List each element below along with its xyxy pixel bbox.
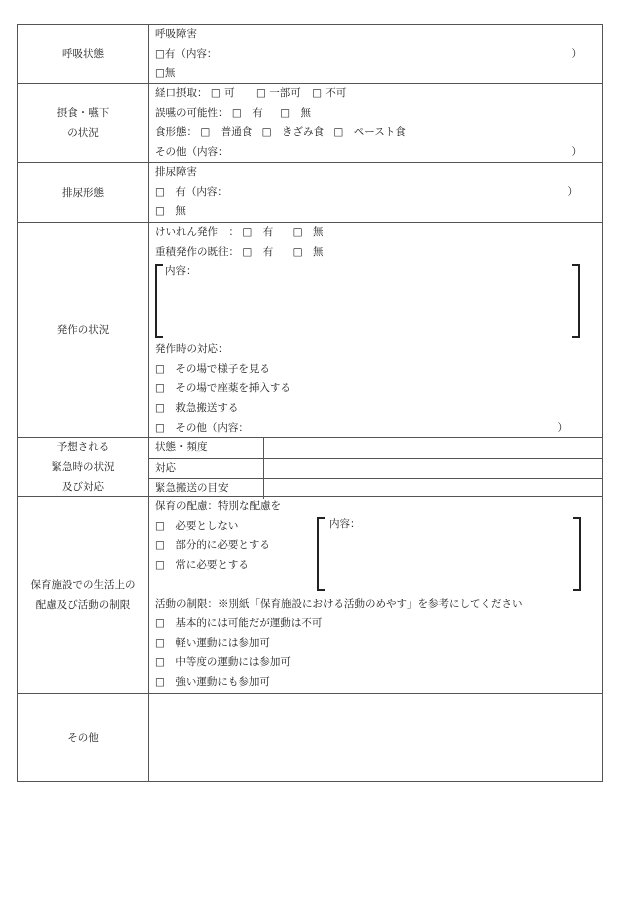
other-content[interactable]	[149, 694, 602, 781]
left-bracket	[155, 264, 163, 338]
seizure-row	[18, 222, 602, 437]
response-opt-suppository[interactable]: □ その場で座薬を挿入する	[155, 382, 291, 395]
eating-row	[18, 83, 602, 162]
restrictions-row	[18, 496, 602, 693]
emergency-key-response: 対応	[149, 459, 264, 479]
emergency-subrow	[149, 458, 602, 479]
emergency-subtable	[149, 438, 602, 496]
care-block	[155, 517, 602, 595]
restrictions-content	[149, 497, 602, 693]
oral-opt-partial[interactable]: □ 一部可	[255, 87, 301, 99]
excretion-title: 排尿障害	[155, 166, 197, 178]
oral-intake-label: 経口摂取：	[155, 87, 208, 99]
restrictions-label-line2: 配慮及び活動の制限	[35, 599, 131, 611]
eating-other-line	[155, 143, 602, 163]
aspiration-line	[155, 104, 602, 124]
aspiration-opt-yes[interactable]: □ 有	[231, 106, 263, 119]
respiration-row	[18, 25, 602, 83]
eating-label	[18, 84, 149, 162]
care-opt-none[interactable]: □ 必要としない	[155, 519, 239, 532]
response-opt-ambulance[interactable]: □ 救急搬送する	[155, 401, 239, 414]
activity-title: 活動の制限：※別紙「保育施設における活動のめやす」を参考にしてください	[155, 597, 523, 610]
food-form-line	[155, 123, 602, 143]
care-content-box[interactable]	[317, 515, 581, 591]
activity-opt-strong[interactable]: □ 強い運動にも参加可	[155, 675, 270, 688]
respiration-yes-line	[155, 45, 602, 65]
eating-content	[149, 84, 602, 162]
excretion-row	[18, 162, 602, 222]
close-paren: ）	[557, 421, 568, 434]
care-title: 保育の配慮：特別な配慮を	[155, 500, 281, 512]
emergency-key-state: 状態・頻度	[149, 438, 264, 458]
right-bracket	[572, 264, 580, 338]
emergency-value-state[interactable]	[264, 438, 602, 458]
history-opt-yes[interactable]: □ 有	[242, 245, 274, 258]
seizure-content-box[interactable]	[155, 262, 602, 340]
excretion-yes-line	[155, 183, 602, 203]
emergency-row	[18, 437, 602, 496]
aspiration-label: 誤嚥の可能性：	[155, 106, 229, 119]
response-label: 発作時の対応：	[155, 343, 229, 356]
eating-label-line2: の状況	[67, 127, 99, 139]
activity-opt-moderate[interactable]: □ 中等度の運動には参加可	[155, 656, 291, 669]
restrictions-label-line1: 保育施設での生活上の	[30, 579, 136, 591]
convulsion-opt-yes[interactable]: □ 有	[242, 226, 274, 238]
emergency-label-line3: 及び対応	[62, 481, 104, 493]
convulsion-opt-no[interactable]: □ 無	[292, 226, 324, 238]
emergency-label-line1: 予想される	[56, 441, 110, 453]
respiration-title: 呼吸障害	[155, 28, 197, 40]
excretion-yes-checkbox[interactable]: □ 有（内容：	[155, 185, 228, 198]
activity-opt-no-exercise[interactable]: □ 基本的には可能だが運動は不可	[155, 617, 323, 630]
excretion-label: 排尿形態	[18, 163, 149, 222]
aspiration-opt-no[interactable]: □ 無	[280, 106, 312, 119]
excretion-content	[149, 163, 602, 222]
seizure-content	[149, 223, 602, 437]
food-opt-normal[interactable]: □ 普通食	[200, 126, 253, 139]
excretion-no-checkbox[interactable]: □ 無	[155, 205, 186, 218]
care-opt-partial[interactable]: □ 部分的に必要とする	[155, 539, 270, 552]
seizure-content-label: 内容：	[165, 265, 197, 278]
response-opt-observe[interactable]: □ その場で様子を見る	[155, 362, 270, 375]
response-opt-other[interactable]: □ その他（内容：	[155, 421, 249, 434]
emergency-key-transport: 緊急搬送の目安	[149, 479, 264, 499]
other-label: その他	[18, 694, 149, 781]
oral-opt-yes[interactable]: □ 可	[210, 87, 235, 99]
history-line	[155, 243, 602, 263]
convulsion-line	[155, 223, 602, 243]
food-form-label: 食形態：	[155, 126, 197, 139]
food-opt-chopped[interactable]: □ きざみ食	[261, 126, 325, 139]
other-row	[18, 693, 602, 781]
respiration-no-checkbox[interactable]: □無	[155, 67, 176, 80]
close-paren: ）	[571, 47, 582, 60]
care-content-label: 内容：	[329, 517, 361, 530]
eating-label-line1: 摂食・嚥下	[56, 107, 110, 119]
emergency-subrow	[149, 478, 602, 499]
emergency-value-transport[interactable]	[264, 479, 602, 499]
food-opt-paste[interactable]: □ ペースト食	[333, 126, 406, 139]
left-bracket	[317, 517, 325, 591]
right-bracket	[573, 517, 581, 591]
activity-opt-light[interactable]: □ 軽い運動には参加可	[155, 636, 270, 649]
respiration-label: 呼吸状態	[18, 25, 149, 83]
emergency-value-response[interactable]	[264, 459, 602, 479]
close-paren: ）	[571, 145, 582, 158]
seizure-label: 発作の状況	[18, 223, 149, 437]
convulsion-label: けいれん発作 ：	[155, 226, 239, 238]
response-other-line	[155, 419, 602, 439]
emergency-label	[18, 438, 149, 496]
form-table	[17, 24, 603, 782]
close-paren: ）	[567, 185, 578, 198]
respiration-yes-checkbox[interactable]: □有（内容：	[155, 47, 218, 60]
restrictions-label	[18, 497, 149, 693]
respiration-content	[149, 25, 602, 83]
emergency-subrow	[149, 438, 602, 458]
eating-other-label: その他（内容：	[155, 145, 229, 158]
oral-opt-no[interactable]: □ 不可	[312, 87, 347, 99]
history-opt-no[interactable]: □ 無	[292, 245, 324, 258]
oral-intake-line	[155, 84, 602, 104]
history-label: 重積発作の既往：	[155, 245, 239, 258]
care-opt-always[interactable]: □ 常に必要とする	[155, 558, 249, 571]
emergency-label-line2: 緊急時の状況	[51, 461, 115, 473]
